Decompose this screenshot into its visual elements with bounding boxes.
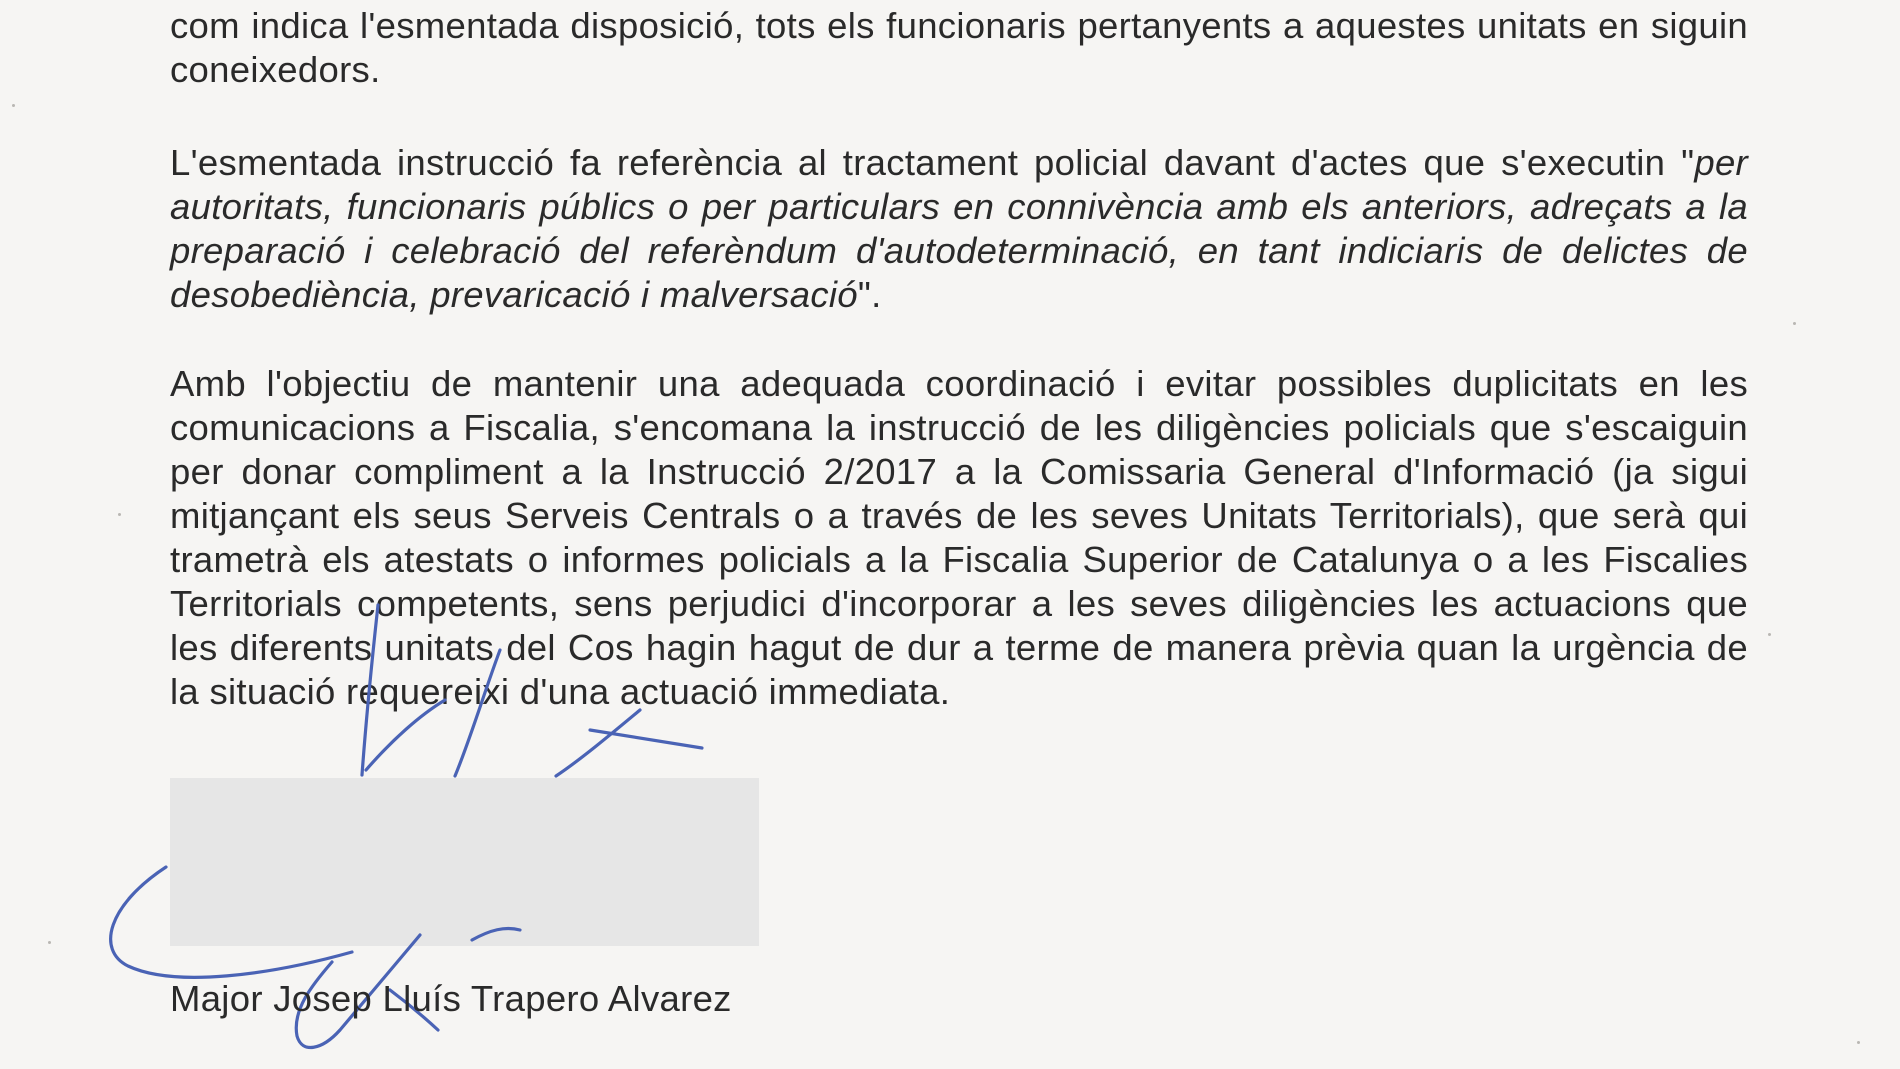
- paper-speck: [1768, 633, 1771, 636]
- paper-speck: [1793, 322, 1796, 325]
- paper-speck: [118, 513, 121, 516]
- paragraph-instruction-reference: [170, 141, 1748, 317]
- signer-name: Major Josep Lluís Trapero Alvarez: [170, 978, 732, 1019]
- paragraph-intro-continuation: com indica l'esmentada disposició, tots els funcionaris pertanyents a aquestes unitats en siguin coneixedors.: [170, 5, 1748, 90]
- reference-tail-text: ".: [857, 274, 882, 315]
- reference-quoted-text: per autoritats, funcionaris públics o per particulars en connivència amb els anteriors, adreçats a la preparació i celebració del referèndum d'autodeterminació, en tant indiciaris de delictes de desobediència, prevaricació i malversació: [170, 142, 1748, 315]
- paper-speck: [48, 941, 51, 944]
- reference-lead-text: L'esmentada instrucció fa referència al tractament policial davant d'actes que s'executin ": [170, 142, 1695, 183]
- paper-speck: [12, 104, 15, 107]
- paragraph-coordination: Amb l'objectiu de mantenir una adequada coordinació i evitar possibles duplicitats en les comunicacions a Fiscalia, s'encomana la instrucció de les diligències policials que s'escaiguin per donar compliment a la Instrucció 2/2017 a la Comissaria General d'Informació (ja sigui mitjançant els seus Serveis Centrals o a través de les seves Unitats Territorials), que serà qui trametrà els atestats o informes policials a la Fiscalia Superior de Catalunya o a les Fiscalies Territorials competents, sens perjudici d'incorporar a les seves diligències les actuacions que les diferents unitats del Cos hagin hagut de dur a terme de manera prèvia quan la urgència de la situació requereixi d'una actuació immediata.: [170, 363, 1748, 712]
- redacted-block: [170, 778, 759, 946]
- paper-speck: [1857, 1041, 1860, 1044]
